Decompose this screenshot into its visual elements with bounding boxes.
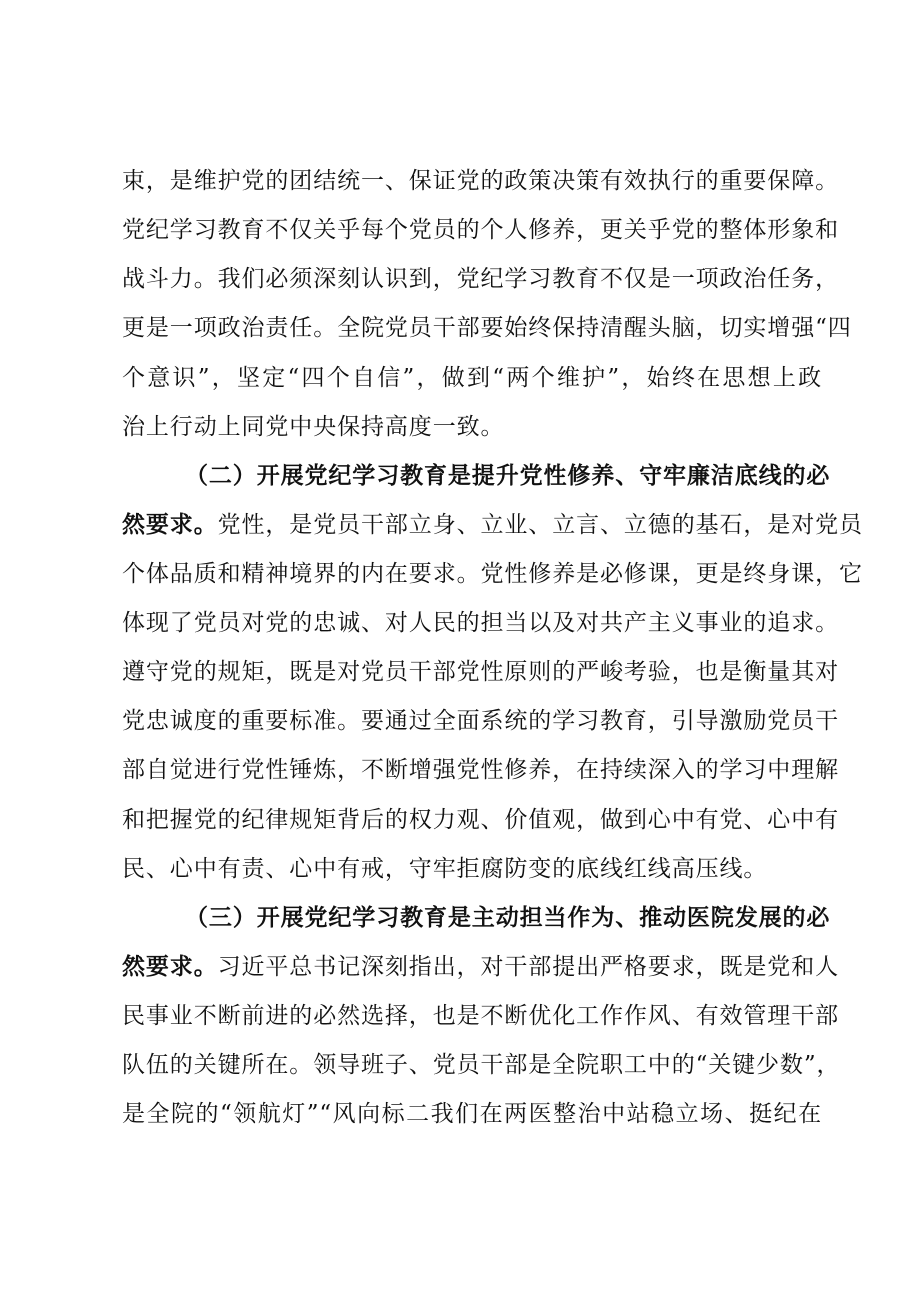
paragraph-line: 党忠诚度的重要标准。要通过全面系统的学习教育，引导激励党员干 [122,708,839,734]
paragraph-line: 党纪学习教育不仅关乎每个党员的个人修养，更关乎党的整体形象和 [122,217,839,243]
paragraph-line: 队伍的关键所在。领导班子、党员干部是全院职工中的“关键少数”， [122,1052,841,1078]
line-text: 习近平总书记深刻指出，对干部提出严格要求，既是党和人 [217,954,840,980]
paragraph-line: 体现了党员对党的忠诚、对人民的担当以及对共产主义事业的追求。 [122,610,839,636]
paragraph-line [122,952,840,982]
section-heading-2: （二）开展党纪学习教育是提升党性修养、守牢廉洁底线的必 [185,462,831,489]
paragraph-line: 是全院的“领航灯”“风向标二我们在两医整治中站稳立场、挺纪在 [122,1101,822,1127]
paragraph-line: 和把握党的纪律规矩背后的权力观、价值观，做到心中有党、心中有 [122,807,839,833]
paragraph-line: 个体品质和精神境界的内在要求。党性修养是必修课，更是终身课，它 [122,561,863,587]
heading-tail-bold: 然要求。 [122,511,218,538]
line-text: 党性，是党员干部立身、立业、立言、立德的基石，是对党员 [217,512,863,538]
paragraph-line: 战斗力。我们必须深刻认识到，党纪学习教育不仅是一项政治任务， [122,266,839,292]
paragraph-line: 民事业不断前进的必然选择，也是不断优化工作作风、有效管理干部 [122,1003,839,1029]
paragraph-line: 更是一项政治责任。全院党员干部要始终保持清醒头脑，切实增强“四 [122,315,852,341]
paragraph-line: 遵守党的规矩，既是对党员干部党性原则的严峻考验，也是衡量其对 [122,659,839,685]
paragraph-line: 个意识”，坚定“四个自信”，做到“两个维护”，始终在思想上政 [122,365,822,391]
paragraph-line [122,510,863,540]
heading-tail-bold: 然要求。 [122,953,218,980]
paragraph-line: 民、心中有责、心中有戒，守牢拒腐防变的底线红线高压线。 [122,856,768,882]
section-heading-3: （三）开展党纪学习教育是主动担当作为、推动医院发展的必 [185,904,831,931]
paragraph-line: 部自觉进行党性锤炼，不断增强党性修养，在持续深入的学习中理解 [122,757,839,783]
paragraph-line: 治上行动上同党中央保持高度一致。 [122,414,505,440]
paragraph-line: 束，是维护党的团结统一、保证党的政策决策有效执行的重要保障。 [122,168,839,194]
